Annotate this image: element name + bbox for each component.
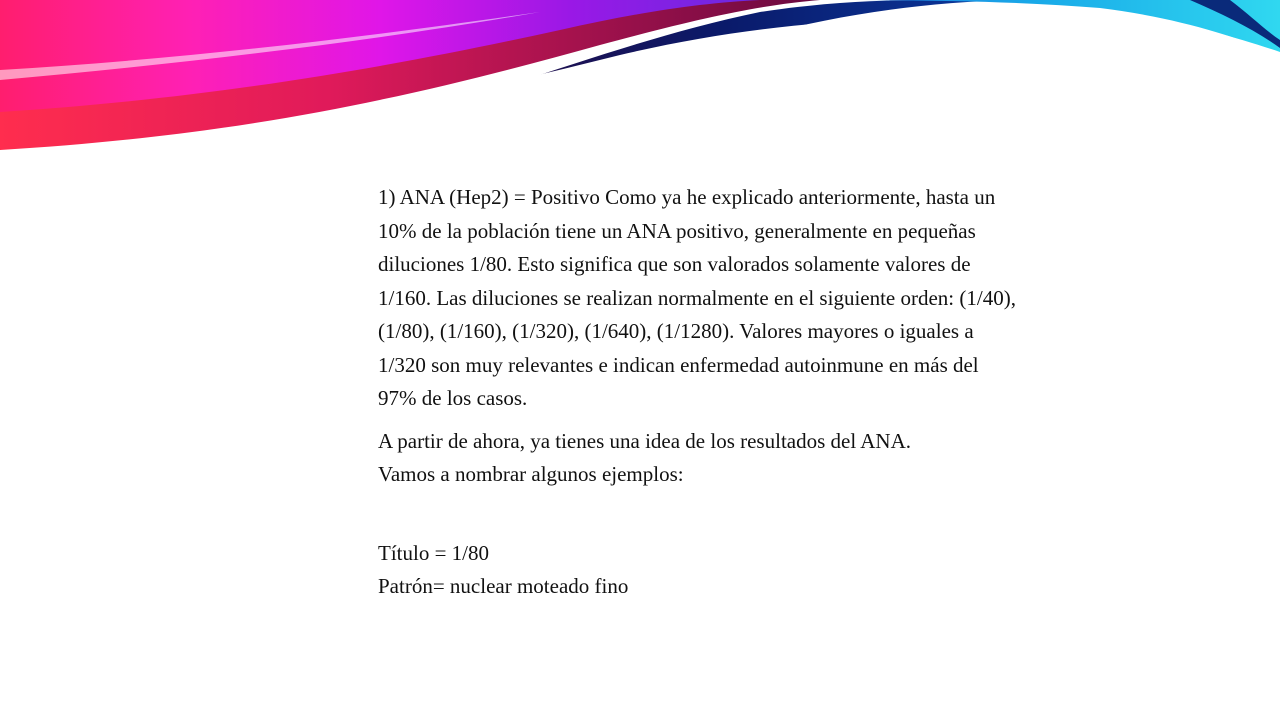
paragraph-intro-line2: Vamos a nombrar algunos ejemplos: xyxy=(378,462,684,486)
paragraph-ana-explanation: 1) ANA (Hep2) = Positivo Como ya he explicado anteriormente, hasta un 10% de la población tiene un ANA positivo, generalmente en pequeñas diluciones 1/80. Esto significa que son valorados solamente valores de 1/160. Las diluciones se realizan normalmente en el siguiente orden: (1/40), (1/80), (1/160), (1/320), (1/640), (1/1280). Valores mayores o iguales a 1/320 son muy relevantes e indican enfermedad autoinmune en más del 97% de los casos. xyxy=(378,185,1016,410)
example-patron: Patrón= nuclear moteado fino xyxy=(378,573,629,598)
spacer xyxy=(378,492,1018,537)
paragraph-intro-line1: A partir de ahora, ya tienes una idea de los resultados del ANA. xyxy=(378,428,912,453)
paragraph-intro-examples xyxy=(378,425,1018,492)
decorative-wave-banner xyxy=(0,0,1280,160)
example-titulo: Título = 1/80 xyxy=(378,540,490,565)
body-text xyxy=(378,181,1018,603)
